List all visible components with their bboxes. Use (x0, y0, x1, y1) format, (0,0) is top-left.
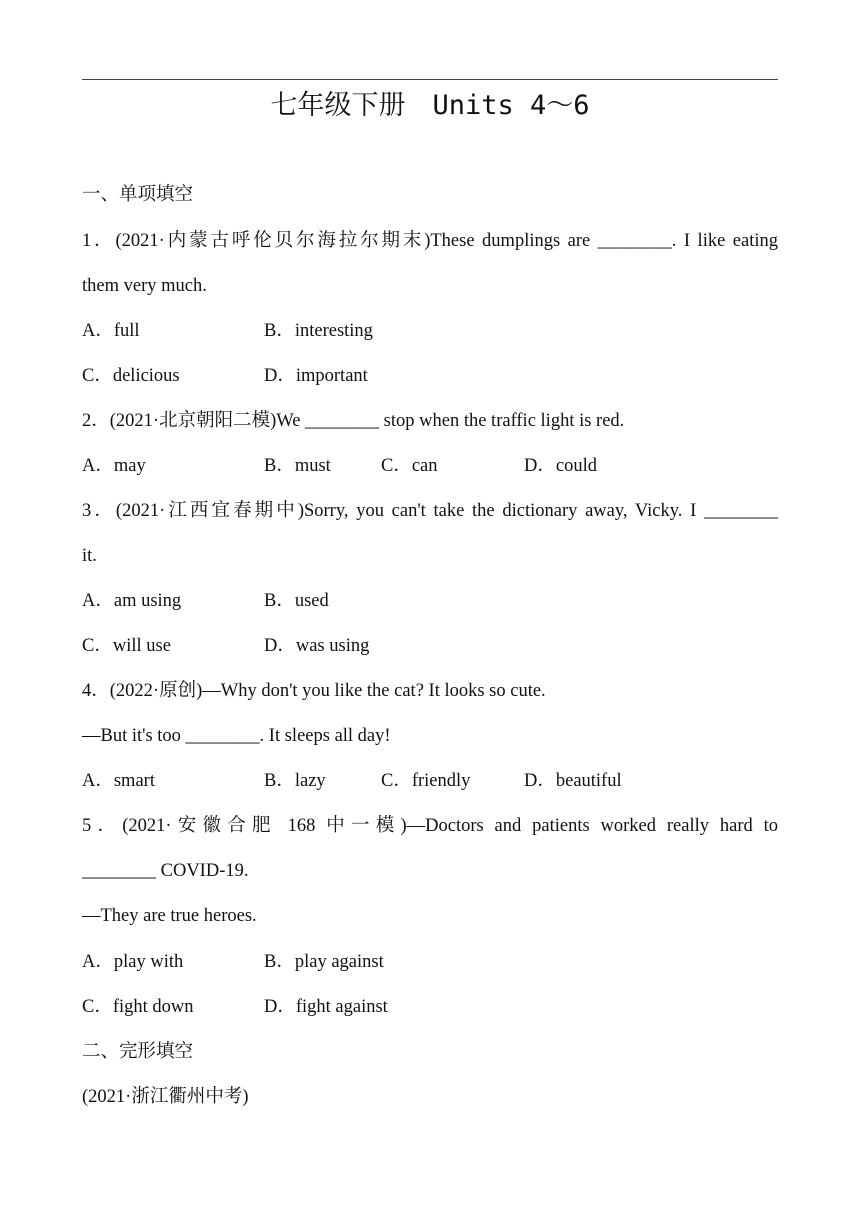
question-3-line-1: 3．(2021·江西宜春期中)Sorry, you can't take the dictionary away, Vicky. I ________ (82, 501, 778, 521)
question-5-option-a: A．play with (82, 952, 184, 972)
question-3-option-d: D．was using (264, 636, 370, 656)
page-title: 七年级下册 Units 4～6 (270, 90, 590, 121)
question-3-option-a: A．am using (82, 591, 182, 611)
question-5-option-c: C．fight down (82, 997, 194, 1017)
cloze-source: (2021·浙江衢州中考) (82, 1087, 249, 1107)
question-2-option-d: D．could (524, 456, 597, 476)
question-1-line-1: 1．(2021·内蒙古呼伦贝尔海拉尔期末)These dumplings are ________. I like eating (82, 231, 778, 251)
question-4-option-c: C．friendly (381, 771, 471, 791)
question-3-options-row-1 (82, 589, 778, 613)
question-4-line-1: 4．(2022·原创)—Why don't you like the cat? It looks so cute. (82, 681, 546, 701)
question-4-options-row (82, 769, 778, 793)
question-5-options-row-1 (82, 950, 778, 974)
question-5-option-b: B．play against (264, 952, 384, 972)
question-2-option-b: B．must (264, 456, 331, 476)
question-4-option-a: A．smart (82, 771, 155, 791)
question-3-options-row-2 (82, 634, 778, 658)
question-4-option-b: B．lazy (264, 771, 326, 791)
question-5-option-d: D．fight against (264, 997, 388, 1017)
question-1-option-b: B．interesting (264, 321, 373, 341)
section-heading-cloze: 二、完形填空 (82, 1042, 194, 1062)
question-5-options-row-2 (82, 995, 778, 1019)
question-1-line-2: them very much. (82, 276, 207, 296)
question-5-line-2: ________ COVID-19. (82, 861, 249, 881)
question-1-options-row-2 (82, 364, 778, 388)
question-3-line-2: it. (82, 546, 97, 566)
question-4-line-2: —But it's too ________. It sleeps all day! (82, 726, 391, 746)
question-2-line-1: 2．(2021·北京朝阳二模)We ________ stop when the traffic light is red. (82, 411, 625, 431)
question-1-options-row-1 (82, 319, 778, 343)
header-rule (82, 79, 778, 80)
question-5-line-1: 5．(2021·安徽合肥 168 中一模)—Doctors and patients worked really hard to (82, 816, 778, 836)
question-5-line-3: —They are true heroes. (82, 906, 257, 926)
question-2-options-row (82, 454, 778, 478)
question-3-option-b: B．used (264, 591, 329, 611)
question-2-option-c: C．can (381, 456, 438, 476)
question-1-option-c: C．delicious (82, 366, 180, 386)
question-4-option-d: D．beautiful (524, 771, 622, 791)
question-1-option-d: D．important (264, 366, 368, 386)
section-heading-single-choice: 一、单项填空 (82, 185, 194, 205)
question-1-option-a: A．full (82, 321, 140, 341)
question-3-option-c: C．will use (82, 636, 171, 656)
question-2-option-a: A．may (82, 456, 146, 476)
